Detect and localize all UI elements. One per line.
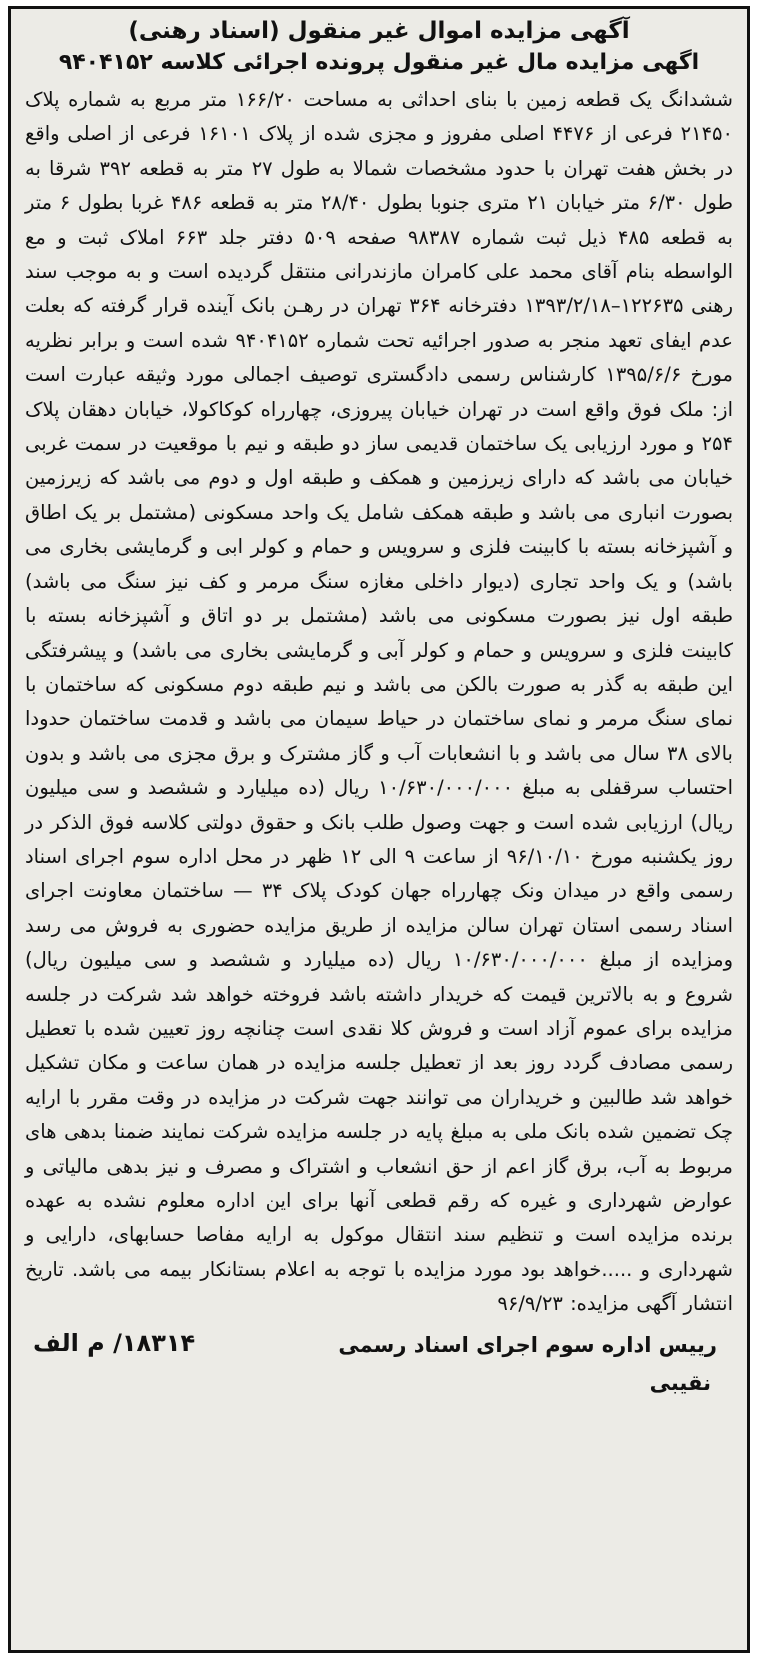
notice-subtitle: اگهی مزایده مال غیر منقول پرونده اجرائی کلاسه ۹۴۰۴۱۵۲ [58,50,700,75]
notice-footer [25,1326,733,1416]
auction-notice [8,6,750,1653]
reference-number: ۱۸۳۱۴/ م الف [33,1328,196,1357]
notice-title: آگهی مزایده اموال غیر منقول (اسناد رهنی) [128,18,630,44]
signatory-title: رییس اداره سوم اجرای اسناد رسمی [338,1332,717,1357]
notice-body: ششدانگ یک قطعه زمین با بنای احداثی به مساحت ۱۶۶/۲۰ متر مربع به شماره پلاک ۲۱۴۵۰ فرعی از ۴۴۷۶ اصلی مفروز و مجزی شده از پلاک ۱۶۱۰۱ فرعی از اصلی واقع در بخش هفت تهران با حدود مشخصات شمالا به طول ۲۷ متر به قطعه ۳۹۲ شرقا به طول ۶/۳۰ متر خیابان ۲۱ متری جنوبا بطول ۲۸/۴۰ متر به قطعه ۴۸۶ غربا بطول ۶ متر به قطعه ۴۸۵ ذیل ثبت شماره ۹۸۳۸۷ صفحه ۵۰۹ دفتر جلد ۶۶۳ املاک ثبت و مع الواسطه بنام آقای محمد علی کامران مازندرانی منتقل گردیده است و به موجب سند رهنی ۱۲۲۶۳۵–۱۳۹۳/۲/۱۸ دفترخانه ۳۶۴ تهران در رهـن بانک آینده قرار گرفته که بعلت عدم ایفای تعهد منجر به صدور اجرائیه تحت شماره ۹۴۰۴۱۵۲ شده است و برابر نظریه مورخ ۱۳۹۵/۶/۶ کارشناس رسمی دادگستری توصیف اجمالی مورد وثیقه عبارت است از: ملک فوق واقع است در تهران خیابان پیروزی، چهارراه کوکاکولا، خیابان دهقان پلاک ۲۵۴ و مورد ارزیابی یک ساختمان قدیمی ساز دو طبقه و نیم با موقعیت در سمت غربی خیابان می باشد که دارای زیرزمین و همکف و طبقه اول و دوم می باشد که زیرزمین بصورت انباری می باشد و طبقه همکف شامل یک واحد مسکونی (مشتمل بر یک اطاق و آشپزخانه بسته با کابینت فلزی و سرویس و حمام و کولر ابی و گرمایشی بخاری می باشد) و یک واحد تجاری (دیوار داخلی مغازه سنگ مرمر و کف نیز سنگ می باشد) طبقه اول نیز بصورت مسکونی می باشد (مشتمل بر دو اتاق و آشپزخانه بسته با کابینت فلزی و سرویس و حمام و کولر آبی و گرمایشی بخاری می باشد) و پیشرفتگی این طبقه به گذر به صورت بالکن می باشد و نیم طبقه دوم مسکونی که ساختمان با نمای سنگ مرمر و نمای ساختمان در حیاط سیمان می باشد و قدمت ساختمان حدودا بالای ۳۸ سال می باشد و با انشعابات آب و گاز مشترک و برق مجزی می باشد و بدون احتساب سرقفلی به مبلغ ۱۰/۶۳۰/۰۰۰/۰۰۰ ریال (ده میلیارد و ششصد و سی میلیون ریال) ارزیابی شده است و جهت وصول طلب بانک و حقوق دولتی کلاسه فوق الذکر در روز یکشنبه مورخ ۹۶/۱۰/۱۰ از ساعت ۹ الی ۱۲ ظهر در محل اداره سوم اجرای اسناد رسمی واقع در میدان ونک چهارراه جهان کودک پلاک ۳۴ — ساختمان معاونت اجرای اسناد رسمی استان تهران سالن مزایده از طریق مزایده حضوری به فروش می رسد ومزایده از مبلغ ۱۰/۶۳۰/۰۰۰/۰۰۰ ریال (ده میلیارد و ششصد و سی میلیون ریال) شروع و به بالاترین قیمت که خریدار داشته باشد فروخته خواهد شد شرکت در جلسه مزایده برای عموم آزاد است و فروش کلا نقدی است چنانچه روز تعیین شده با تعطیل رسمی مصادف گردد روز بعد از تعطیل جلسه مزایده در همان ساعت و مکان تشکیل خواهد شد طالبین و خریداران می توانند جهت شرکت در مزایده در وقت مقرر با ارایه چک تضمین شده بانک ملی به مبلغ پایه در جلسه مزایده شرکت نمایند ضمنا بدهی های مربوط به آب، برق گاز اعم از حق انشعاب و اشتراک و مصرف و نیز بدهی مالیاتی و عوارض شهرداری و غیره که رقم قطعی آنها برای این اداره معلوم نشده به عهده برنده مزایده است و تنظیم سند انتقال موکول به ارایه مفاصا حسابهای، دارایی و شهرداری و .....خواهد بود مورد مزایده با توجه به اعلام بستانکار بیمه می باشد. تاریخ انتشار آگهی مزایده: ۹۶/۹/۲۳ [25,88,734,1316]
signatory-name: نقیبی [649,1370,711,1395]
